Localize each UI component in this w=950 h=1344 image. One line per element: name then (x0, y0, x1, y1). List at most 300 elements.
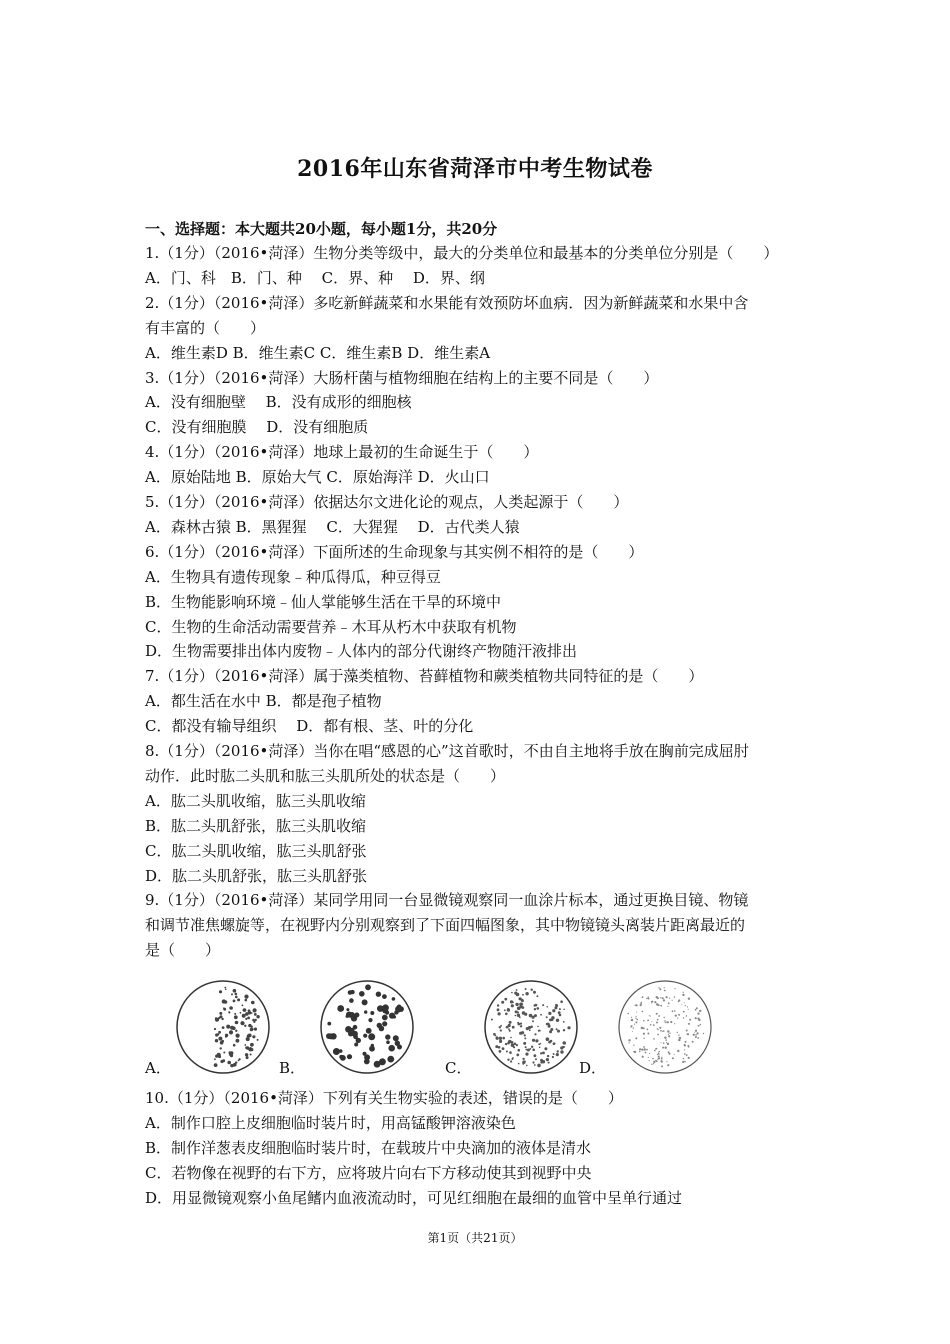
cell-dot (683, 1011, 685, 1013)
cell-dot (688, 1046, 690, 1048)
cell-dot (255, 1019, 257, 1021)
cell-dot (651, 1002, 652, 1003)
text-line: 和调节准焦螺旋等，在视野内分别观察到了下面四幅图象，其中物镜镜头离装片距离最近的 (145, 916, 746, 935)
cell-dot (560, 1046, 563, 1049)
cell-dot (242, 1014, 246, 1018)
cell-dot (650, 1024, 652, 1026)
text-line: C．都没有输导组织 D．都有根、茎、叶的分化 (145, 717, 474, 736)
cell-dot (668, 1034, 669, 1035)
cell-dot (532, 1039, 535, 1042)
cell-dot (653, 1063, 654, 1064)
cell-dot (522, 994, 524, 996)
cell-dot (633, 1051, 634, 1052)
cell-dot (540, 1052, 542, 1054)
cell-dot (352, 1031, 358, 1037)
cell-dot (222, 999, 226, 1003)
cell-dot (368, 1018, 372, 1022)
text-line: 7.（1分）（2016•菏泽）属于藻类植物、苔藓植物和蕨类植物共同特征的是（ ） (145, 667, 704, 686)
cell-dot (230, 1026, 234, 1030)
cell-dot (660, 997, 661, 998)
cell-dot (349, 998, 354, 1003)
cell-dot (670, 1021, 672, 1023)
cell-dot (214, 1058, 216, 1060)
cell-dot (243, 1009, 245, 1011)
cell-dot (560, 1050, 563, 1053)
cell-dot (659, 988, 661, 990)
cell-dot (556, 1053, 559, 1056)
cell-dot (528, 1026, 531, 1029)
cell-dot (643, 1038, 644, 1039)
cell-dot (544, 1047, 547, 1050)
cell-dot (549, 1030, 552, 1033)
cell-dot (557, 1050, 559, 1052)
cell-dot (519, 1005, 522, 1008)
cell-dot (688, 1009, 689, 1010)
cell-dot (382, 1021, 387, 1026)
cell-dot (539, 1047, 541, 1049)
cell-dot (546, 1037, 550, 1041)
cell-dot (631, 1017, 632, 1018)
cell-dot (659, 1027, 661, 1029)
cell-dot (661, 1057, 662, 1058)
cell-dot (531, 989, 533, 991)
cell-dot (239, 1058, 241, 1060)
cell-dot (235, 993, 238, 996)
text-line: 6.（1分）（2016•菏泽）下面所述的生命现象与其实例不相符的是（ ） (145, 542, 644, 561)
cell-dot (633, 1045, 634, 1046)
cell-dot (660, 1060, 662, 1062)
cell-dot (694, 1032, 695, 1033)
text-line: D．肱二头肌舒张，肱三头肌舒张 (145, 866, 368, 885)
cell-dot (540, 1014, 542, 1016)
cell-dot (663, 1030, 665, 1032)
cell-dot (388, 1045, 395, 1052)
cell-dot (502, 1047, 505, 1050)
cell-dot (683, 992, 684, 993)
cell-dot (649, 1053, 650, 1054)
cell-dot (245, 1053, 248, 1056)
cell-dot (646, 1049, 648, 1051)
cell-dot (636, 1004, 638, 1006)
cell-dot (672, 1057, 674, 1059)
cell-dot (363, 1052, 367, 1056)
cell-dot (522, 1058, 524, 1060)
cell-dot (495, 1035, 497, 1037)
cell-dot (516, 1044, 518, 1046)
cell-dot (223, 1007, 225, 1009)
cell-dot (667, 1043, 669, 1045)
cell-dot (516, 989, 518, 991)
cell-dot (678, 999, 680, 1001)
cell-dot (650, 1016, 651, 1017)
cell-dot (695, 1017, 697, 1019)
cell-dot (253, 1008, 257, 1012)
cell-dot (392, 997, 396, 1001)
cell-dot (658, 1053, 660, 1055)
cell-dot (666, 1021, 668, 1023)
cell-dot (242, 1004, 244, 1006)
cell-dot (635, 1037, 637, 1039)
cell-dot (686, 1054, 688, 1056)
cell-dot (695, 1036, 697, 1038)
cell-dot (520, 1025, 522, 1027)
cell-dot (386, 1040, 390, 1044)
cell-dot (223, 1052, 225, 1054)
cell-dot (668, 1002, 670, 1004)
cell-dot (556, 1019, 559, 1022)
cell-dot (658, 987, 659, 988)
cell-dot (537, 1026, 539, 1028)
cell-dot (220, 1015, 223, 1018)
cell-dot (221, 1040, 224, 1043)
cell-dot (521, 1003, 523, 1005)
cell-dot (225, 1036, 227, 1038)
cell-dot (674, 1010, 676, 1012)
cell-dot (215, 1017, 217, 1019)
text-line: A．肱二头肌收缩，肱三头肌收缩 (145, 791, 366, 810)
microscope-view-a (173, 977, 273, 1077)
cell-dot (525, 992, 528, 995)
cell-dot (382, 1015, 388, 1021)
cell-dot (257, 1039, 259, 1041)
cell-dot (245, 999, 248, 1002)
cell-dot (252, 1035, 255, 1038)
text-line: 1.（1分）（2016•菏泽）生物分类等级中，最大的分类单位和最基本的分类单位分别是（ ） (145, 244, 779, 262)
cell-dot (564, 1046, 566, 1048)
cell-dot (665, 1022, 666, 1023)
cell-dot (234, 1015, 238, 1019)
text-line: 2.（1分）（2016•菏泽）多吃新鲜蔬菜和水果能有效预防坏血病．因为新鲜蔬菜和水果中含 (145, 293, 749, 312)
cell-dot (397, 1045, 402, 1050)
cell-dot (697, 1018, 699, 1020)
cell-dot (631, 1019, 633, 1021)
cell-dot (549, 1019, 552, 1022)
cell-dot (646, 998, 648, 1000)
text-line: 是（ ） (145, 941, 221, 960)
cell-dot (510, 1060, 512, 1062)
cell-dot (647, 1033, 649, 1035)
cell-dot (666, 1061, 667, 1062)
cell-dot (663, 1042, 665, 1044)
cell-dot (553, 1053, 555, 1055)
cell-dot (689, 1019, 691, 1021)
cell-dot (534, 1064, 536, 1066)
cell-dot (502, 1037, 505, 1040)
cell-dot (244, 1025, 246, 1027)
cell-dot (688, 998, 690, 1000)
cell-dot (687, 1006, 688, 1007)
cell-dot (662, 1047, 664, 1049)
cell-dot (653, 1038, 655, 1040)
cell-dot (637, 1019, 638, 1020)
cell-dot (697, 1032, 699, 1034)
cell-dot (654, 1001, 656, 1003)
cell-dot (385, 1034, 390, 1039)
cell-dot (664, 990, 666, 992)
cell-dot (656, 1022, 658, 1024)
text-line: 有丰富的（ ） (145, 318, 266, 337)
cell-dot (669, 1053, 670, 1054)
text-line: 动作．此时肱二头肌和肱三头肌所处的状态是（ ） (145, 766, 506, 785)
cell-dot (683, 1017, 684, 1018)
cell-dot (537, 1064, 541, 1068)
cell-dot (686, 1030, 688, 1032)
cell-dot (547, 1055, 549, 1057)
cell-dot (684, 1002, 685, 1003)
cell-dot (703, 1033, 704, 1034)
cell-dot (525, 1053, 528, 1056)
cell-dot (495, 1045, 498, 1048)
cell-dot (684, 1053, 686, 1055)
cell-dot (664, 987, 665, 988)
cell-dot (526, 1065, 528, 1067)
cell-dot (527, 1049, 530, 1052)
cell-dot (246, 1046, 249, 1049)
figure-label-b: B． (279, 1059, 306, 1077)
cell-dot (556, 1028, 558, 1030)
cell-dot (499, 1050, 502, 1053)
cell-dot (251, 1012, 253, 1014)
cell-dot (519, 1032, 522, 1035)
cell-dot (363, 1034, 367, 1038)
cell-dot (524, 1034, 526, 1036)
cell-dot (518, 1063, 520, 1065)
cell-dot (235, 1021, 239, 1025)
cell-dot (512, 1002, 514, 1004)
cell-dot (507, 1059, 509, 1061)
cell-dot (699, 1010, 701, 1012)
cell-dot (697, 1037, 699, 1039)
microscope-view-c (481, 977, 581, 1077)
cell-dot (395, 1006, 402, 1013)
cell-dot (235, 1030, 237, 1032)
cell-dot (496, 1037, 499, 1040)
text-line: 10.（1分）（2016•菏泽）下列有关生物实验的表述，错误的是（ ） (145, 1089, 623, 1107)
cell-dot (647, 1020, 649, 1022)
text-line: D．生物需要排出体内废物﹣人体内的部分代谢终产物随汗液排出 (145, 642, 578, 661)
cell-dot (233, 1044, 236, 1047)
figure-label-d: D． (579, 1059, 607, 1077)
cell-dot (499, 1026, 501, 1028)
cell-dot (491, 1019, 493, 1021)
text-line: 4.（1分）（2016•菏泽）地球上最初的生命诞生于（ ） (145, 443, 539, 462)
cell-dot (662, 997, 664, 999)
cell-dot (519, 1016, 521, 1018)
text-line: A．森林古猿 B．黑猩猩 C．大猩猩 D．古代类人猿 (145, 517, 520, 536)
cell-dot (658, 1057, 660, 1059)
cell-dot (229, 1030, 233, 1034)
cell-dot (236, 1035, 238, 1037)
cell-dot (564, 1043, 566, 1045)
cell-dot (642, 996, 644, 998)
cell-dot (666, 996, 668, 998)
cell-dot (648, 998, 650, 1000)
cell-dot (504, 1009, 506, 1011)
cell-dot (665, 1039, 667, 1041)
cell-dot (674, 996, 676, 998)
cell-dot (681, 1004, 682, 1005)
cell-dot (254, 1028, 257, 1031)
cell-dot (511, 992, 513, 994)
cell-dot (644, 1048, 646, 1050)
cell-dot (674, 1023, 675, 1024)
cell-dot (546, 1006, 548, 1008)
cell-dot (522, 1011, 525, 1014)
cell-dot (218, 1031, 221, 1034)
cell-dot (652, 1058, 654, 1060)
cell-dot (382, 994, 387, 999)
cell-dot (546, 1016, 548, 1018)
cell-dot (696, 1007, 698, 1009)
cell-dot (659, 1051, 660, 1052)
cell-dot (251, 1001, 255, 1005)
cell-dot (333, 1048, 340, 1055)
cell-dot (523, 1042, 526, 1045)
cell-dot (653, 1024, 655, 1026)
cell-dot (520, 1023, 522, 1025)
cell-dot (513, 1046, 515, 1048)
cell-dot (558, 1011, 561, 1014)
cell-dot (666, 1042, 667, 1043)
cell-dot (508, 1040, 511, 1043)
cell-dot (552, 1056, 554, 1058)
cell-dot (695, 1009, 697, 1011)
cell-dot (639, 1048, 641, 1050)
cell-dot (657, 1028, 658, 1029)
cell-dot (231, 993, 233, 995)
cell-dot (674, 1054, 675, 1055)
cell-dot (661, 1058, 663, 1060)
cell-dot (542, 1052, 545, 1055)
cell-dot (382, 1008, 388, 1014)
cell-dot (362, 999, 368, 1005)
text-line: A．都生活在水中 B．都是孢子植物 (145, 692, 382, 711)
cell-dot (348, 990, 353, 995)
cell-dot (534, 1033, 536, 1035)
cell-dot (684, 1061, 686, 1063)
cell-dot (535, 1058, 537, 1060)
cell-dot (253, 1021, 255, 1023)
cell-dot (250, 1048, 253, 1051)
cell-dot (379, 1026, 385, 1032)
cell-dot (651, 1021, 652, 1022)
cell-dot (677, 1018, 678, 1019)
cell-dot (633, 1027, 634, 1028)
cell-dot (697, 1013, 699, 1015)
text-line: C．若物像在视野的右下方，应将玻片向右下方移动使其到视野中央 (145, 1163, 592, 1182)
cell-dot (221, 1018, 223, 1020)
cell-dot (515, 1010, 518, 1013)
cell-dot (546, 1058, 549, 1061)
cell-dot (548, 1025, 551, 1028)
cell-dot (234, 1013, 236, 1015)
microscope-view-d (615, 977, 715, 1077)
microscope-view-b (317, 977, 417, 1077)
cell-dot (534, 1008, 536, 1010)
cell-dot (530, 1048, 532, 1050)
cell-dot (661, 1065, 663, 1067)
cell-dot (685, 1041, 687, 1043)
text-line: C．肱二头肌收缩，肱三头肌舒张 (145, 841, 367, 860)
cell-dot (387, 1056, 394, 1063)
cell-dot (240, 1012, 242, 1014)
cell-dot (535, 1039, 538, 1042)
cell-dot (517, 1022, 519, 1024)
cell-dot (214, 1028, 216, 1030)
cell-dot (688, 1023, 690, 1025)
cell-dot (647, 1029, 649, 1031)
cell-dot (240, 1021, 244, 1025)
cell-dot (657, 1019, 659, 1021)
cell-dot (628, 1039, 630, 1041)
cell-dot (247, 1017, 250, 1020)
cell-dot (678, 1039, 680, 1041)
cell-dot (677, 1050, 679, 1052)
cell-dot (365, 984, 371, 990)
cell-dot (507, 1008, 509, 1010)
text-line: A．维生素D B．维生素C C．维生素B D．维生素A (145, 343, 491, 362)
cell-dot (636, 1016, 637, 1017)
cell-dot (538, 1030, 540, 1032)
cell-dot (220, 1060, 223, 1063)
cell-dot (665, 1047, 667, 1049)
cell-dot (497, 1008, 500, 1011)
cell-dot (631, 1025, 633, 1027)
cell-dot (687, 1033, 689, 1035)
cell-dot (370, 1011, 374, 1015)
cell-dot (525, 1046, 527, 1048)
cell-dot (227, 1061, 231, 1065)
cell-dot (643, 1046, 645, 1048)
cell-dot (246, 1038, 248, 1040)
cell-dot (649, 1060, 650, 1061)
text-line: 8.（1分）（2016•菏泽）当你在唱“感恩的心”这首歌时，不由自主地将手放在胸前完成屈肘 (145, 742, 749, 760)
cell-dot (337, 1005, 344, 1012)
cell-dot (675, 1015, 677, 1017)
cell-dot (627, 1013, 629, 1015)
text-line: B．生物能影响环境﹣仙人掌能够生活在干旱的环境中 (145, 592, 502, 611)
text-line: B．制作洋葱表皮细胞临时装片时，在载玻片中央滴加的液体是清水 (145, 1138, 592, 1157)
cell-dot (642, 1056, 644, 1058)
cell-dot (256, 1015, 259, 1018)
cell-dot (641, 1027, 643, 1029)
cell-dot (678, 1014, 680, 1016)
text-line: D．用显微镜观察小鱼尾鳍内血液流动时，可见红细胞在最细的血管中呈单行通过 (145, 1188, 683, 1207)
cell-dot (508, 1028, 510, 1030)
cell-dot (683, 1058, 684, 1059)
cell-dot (514, 1043, 517, 1046)
cell-dot (510, 1037, 512, 1039)
cell-dot (215, 1039, 218, 1042)
cell-dot (656, 1048, 658, 1050)
cell-dot (651, 1064, 652, 1065)
cell-dot (339, 1049, 343, 1053)
cell-dot (551, 1016, 554, 1019)
text-line: 9.（1分）（2016•菏泽）某同学用同一台显微镜观察同一血涂片标本，通过更换目镜、物镜 (145, 891, 749, 910)
cell-dot (215, 1055, 218, 1058)
text-line: A．生物具有遗传现象﹣种瓜得瓜，种豆得豆 (145, 567, 441, 586)
cell-dot (654, 1050, 656, 1052)
cell-dot (669, 998, 670, 999)
cell-dot (700, 1024, 701, 1025)
cell-dot (219, 1012, 222, 1015)
cell-dot (643, 1020, 645, 1022)
cell-dot (641, 1049, 643, 1051)
section-heading: 一、选择题：本大题共20小题，每小题1分，共20分 (145, 220, 498, 238)
cell-dot (682, 1061, 684, 1063)
cell-dot (548, 1062, 550, 1064)
cell-dot (658, 1015, 660, 1017)
